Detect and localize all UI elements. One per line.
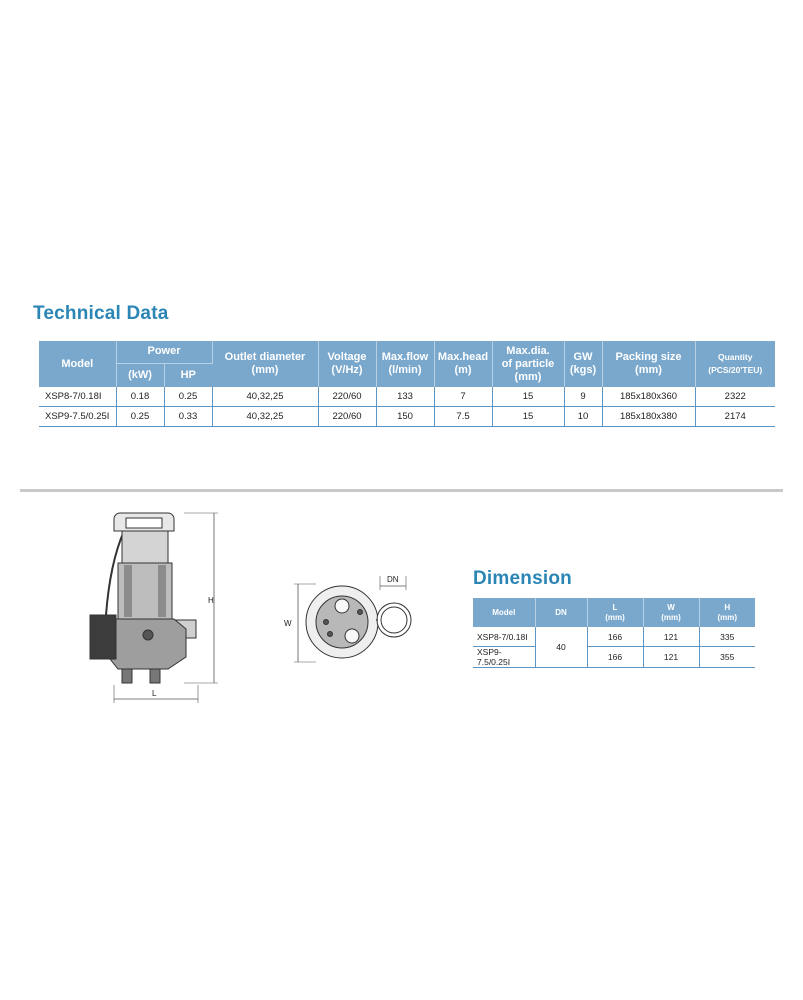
- dimension-h-label: H: [208, 596, 214, 605]
- pump-side-view-drawing: [88, 503, 228, 708]
- pump-top-view-drawing: [280, 570, 430, 670]
- cell-gw: 10: [564, 407, 602, 427]
- cell-model: XSP9-7.5/0.25I: [39, 407, 116, 427]
- dim-header-l: L (mm): [587, 598, 643, 627]
- cell-gw: 9: [564, 387, 602, 407]
- header-max-particle: Max.dia. of particle (mm): [492, 341, 564, 387]
- dim-cell-l: 166: [587, 627, 643, 647]
- header-gw: GW (kgs): [564, 341, 602, 387]
- header-quantity: Quantity (PCS/20'TEU): [695, 341, 775, 387]
- dim-cell-h: 355: [699, 647, 755, 668]
- cell-hp: 0.25: [164, 387, 212, 407]
- dim-header-model: Model: [473, 598, 535, 627]
- dim-header-w: W (mm): [643, 598, 699, 627]
- cell-packing: 185x180x380: [602, 407, 695, 427]
- header-outlet: Outlet diameter (mm): [212, 341, 318, 387]
- header-packing-size: Packing size (mm): [602, 341, 695, 387]
- dimension-title: Dimension: [473, 568, 572, 589]
- cell-kw: 0.18: [116, 387, 164, 407]
- header-model: Model: [39, 341, 116, 387]
- dim-cell-l: 166: [587, 647, 643, 668]
- cell-flow: 150: [376, 407, 434, 427]
- dimension-w-label: W: [284, 619, 292, 628]
- technical-data-title: Technical Data: [33, 303, 169, 324]
- cell-hp: 0.33: [164, 407, 212, 427]
- header-power: Power: [116, 341, 212, 363]
- dim-cell-model: XSP9-7.5/0.25I: [473, 647, 535, 668]
- header-max-head: Max.head (m): [434, 341, 492, 387]
- dimension-table: [473, 598, 755, 668]
- cell-qty: 2174: [695, 407, 775, 427]
- cell-model: XSP8-7/0.18I: [39, 387, 116, 407]
- cell-qty: 2322: [695, 387, 775, 407]
- dim-header-h: H (mm): [699, 598, 755, 627]
- section-divider: [20, 489, 783, 492]
- cell-kw: 0.25: [116, 407, 164, 427]
- dim-cell-h: 335: [699, 627, 755, 647]
- header-hp: HP: [164, 363, 212, 387]
- cell-flow: 133: [376, 387, 434, 407]
- table-row: [39, 407, 775, 427]
- header-voltage: Voltage (V/Hz): [318, 341, 376, 387]
- cell-particle: 15: [492, 387, 564, 407]
- cell-outlet: 40,32,25: [212, 407, 318, 427]
- dim-cell-w: 121: [643, 627, 699, 647]
- cell-particle: 15: [492, 407, 564, 427]
- cell-voltage: 220/60: [318, 407, 376, 427]
- table-row: [39, 387, 775, 407]
- header-kw: (kW): [116, 363, 164, 387]
- cell-outlet: 40,32,25: [212, 387, 318, 407]
- cell-head: 7.5: [434, 407, 492, 427]
- dim-cell-model: XSP8-7/0.18I: [473, 627, 535, 647]
- table-row: [473, 627, 755, 647]
- technical-data-table: [39, 341, 775, 427]
- table-row: [473, 647, 755, 668]
- cell-voltage: 220/60: [318, 387, 376, 407]
- header-max-flow: Max.flow (l/min): [376, 341, 434, 387]
- cell-packing: 185x180x360: [602, 387, 695, 407]
- dim-cell-w: 121: [643, 647, 699, 668]
- dim-header-dn: DN: [535, 598, 587, 627]
- dim-cell-dn: 40: [535, 627, 587, 668]
- dimension-l-label: L: [152, 689, 157, 698]
- cell-head: 7: [434, 387, 492, 407]
- dimension-dn-label: DN: [387, 575, 399, 584]
